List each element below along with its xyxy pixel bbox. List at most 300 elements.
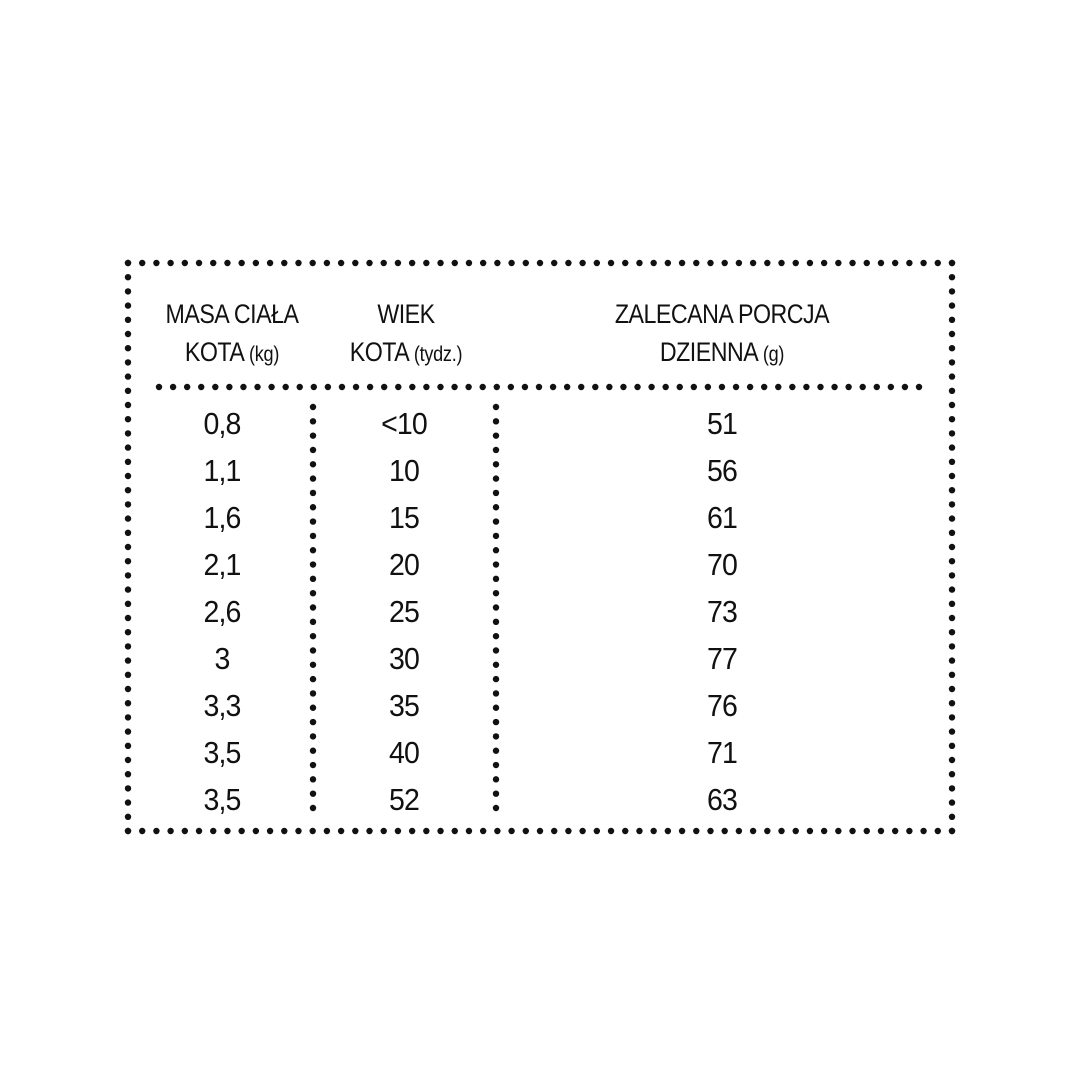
dot — [451, 384, 457, 390]
dot — [949, 558, 955, 564]
dot — [267, 828, 273, 834]
dot — [310, 475, 316, 481]
dot — [395, 828, 401, 834]
dot — [949, 544, 955, 550]
dot — [747, 384, 753, 390]
header-portion — [576, 295, 868, 374]
dot — [310, 662, 316, 668]
dot — [606, 384, 612, 390]
dot — [310, 633, 316, 639]
dot — [849, 260, 855, 266]
dot — [494, 828, 500, 834]
dot — [902, 384, 908, 390]
dot — [551, 828, 557, 834]
cell-portion: 76 — [707, 688, 737, 723]
dot — [679, 260, 685, 266]
dot — [324, 828, 330, 834]
dot — [750, 260, 756, 266]
dot — [210, 828, 216, 834]
dot — [892, 260, 898, 266]
dot — [817, 384, 823, 390]
dot — [493, 504, 499, 510]
dot — [493, 662, 499, 668]
dot — [125, 331, 131, 337]
dot — [949, 402, 955, 408]
dot — [565, 828, 571, 834]
dot — [493, 490, 499, 496]
dot — [493, 676, 499, 682]
dot — [906, 260, 912, 266]
cell-portion: 73 — [707, 594, 737, 629]
dot — [665, 828, 671, 834]
dot — [721, 260, 727, 266]
dot — [310, 733, 316, 739]
dot — [536, 384, 542, 390]
dot — [821, 260, 827, 266]
dot — [493, 447, 499, 453]
dot — [125, 757, 131, 763]
dot — [807, 828, 813, 834]
dot — [423, 828, 429, 834]
dot — [705, 384, 711, 390]
dot — [309, 828, 315, 834]
dot — [310, 647, 316, 653]
dot — [295, 260, 301, 266]
dot — [352, 260, 358, 266]
dot — [125, 317, 131, 323]
dot — [493, 619, 499, 625]
dot — [537, 260, 543, 266]
dot — [238, 828, 244, 834]
dot — [310, 461, 316, 467]
dot — [139, 260, 145, 266]
header-age — [330, 295, 481, 374]
dot — [949, 799, 955, 805]
dot — [949, 771, 955, 777]
frame-top-border — [125, 260, 955, 266]
dot — [551, 260, 557, 266]
dot — [310, 676, 316, 682]
dot — [523, 828, 529, 834]
dot — [310, 805, 316, 811]
cell-mass: 2,6 — [203, 594, 241, 629]
cell-age: <10 — [381, 406, 427, 441]
dot — [761, 384, 767, 390]
dot — [409, 828, 415, 834]
dot — [409, 260, 415, 266]
dot — [592, 384, 598, 390]
dot — [310, 719, 316, 725]
dot — [125, 274, 131, 280]
header-age-unit: (tydz.) — [413, 343, 463, 366]
dot — [125, 487, 131, 493]
dot — [793, 260, 799, 266]
dot — [693, 828, 699, 834]
cell-age: 52 — [389, 782, 419, 817]
dot — [338, 260, 344, 266]
dot — [493, 533, 499, 539]
dot — [125, 643, 131, 649]
cell-portion: 51 — [707, 406, 737, 441]
dot — [125, 501, 131, 507]
dot — [493, 561, 499, 567]
dot — [508, 260, 514, 266]
dot — [125, 473, 131, 479]
dot — [325, 384, 331, 390]
dot — [719, 384, 725, 390]
dot — [949, 686, 955, 692]
dot — [310, 518, 316, 524]
dot — [949, 814, 955, 820]
cell-mass: 3 — [214, 641, 230, 676]
dot — [493, 790, 499, 796]
dot — [311, 384, 317, 390]
dot — [679, 828, 685, 834]
dot — [949, 643, 955, 649]
dot — [310, 404, 316, 410]
dot — [949, 601, 955, 607]
cell-mass: 1,6 — [203, 500, 241, 535]
dot — [949, 373, 955, 379]
dot — [523, 260, 529, 266]
dot — [395, 384, 401, 390]
dot — [634, 384, 640, 390]
dot — [310, 490, 316, 496]
dot — [892, 828, 898, 834]
dot — [125, 288, 131, 294]
dot — [878, 260, 884, 266]
dot — [778, 260, 784, 266]
dot — [295, 828, 301, 834]
dot — [125, 459, 131, 465]
dot — [493, 705, 499, 711]
dot — [508, 828, 514, 834]
header-portion-line2: DZIENNA — [659, 337, 757, 367]
dot — [310, 576, 316, 582]
dot — [196, 828, 202, 834]
frame-left-border — [125, 260, 131, 834]
column-portion — [668, 400, 776, 823]
dot — [579, 828, 585, 834]
dot — [949, 714, 955, 720]
dot — [466, 260, 472, 266]
dot — [608, 260, 614, 266]
dot — [310, 432, 316, 438]
dot — [309, 260, 315, 266]
dot — [310, 690, 316, 696]
dot — [835, 828, 841, 834]
dot — [789, 384, 795, 390]
frame-right-border — [949, 260, 955, 834]
dot — [803, 384, 809, 390]
dot — [949, 288, 955, 294]
dot — [125, 615, 131, 621]
dot — [156, 384, 162, 390]
dot — [622, 828, 628, 834]
dot — [153, 828, 159, 834]
dot — [493, 762, 499, 768]
dot — [125, 728, 131, 734]
dot — [935, 828, 941, 834]
cell-age: 15 — [389, 500, 419, 535]
dot — [338, 828, 344, 834]
dot — [437, 260, 443, 266]
cell-mass: 0,8 — [203, 406, 241, 441]
dot — [125, 530, 131, 536]
cell-age: 25 — [389, 594, 419, 629]
dot — [310, 447, 316, 453]
dot — [493, 418, 499, 424]
dot — [916, 384, 922, 390]
dot — [480, 828, 486, 834]
dot — [707, 828, 713, 834]
dot — [949, 317, 955, 323]
dot — [579, 260, 585, 266]
dot — [353, 384, 359, 390]
cell-age: 20 — [389, 547, 419, 582]
dot — [125, 572, 131, 578]
dot — [297, 384, 303, 390]
dot — [662, 384, 668, 390]
dot — [494, 260, 500, 266]
dot — [949, 459, 955, 465]
dot — [125, 260, 131, 266]
frame-bottom-border — [125, 828, 955, 834]
dot — [125, 629, 131, 635]
dot — [888, 384, 894, 390]
cell-age: 10 — [389, 453, 419, 488]
dot — [437, 384, 443, 390]
dot — [920, 260, 926, 266]
dot — [267, 260, 273, 266]
dot — [949, 728, 955, 734]
dot — [381, 260, 387, 266]
dot — [493, 690, 499, 696]
dot — [253, 260, 259, 266]
dot — [352, 828, 358, 834]
dot — [949, 530, 955, 536]
dot — [864, 260, 870, 266]
cell-age: 40 — [389, 735, 419, 770]
cell-portion: 61 — [707, 500, 737, 535]
dot — [125, 388, 131, 394]
dot — [864, 828, 870, 834]
dot — [493, 576, 499, 582]
dot — [750, 828, 756, 834]
dot — [125, 444, 131, 450]
dot — [125, 785, 131, 791]
dot — [125, 657, 131, 663]
dot — [493, 461, 499, 467]
dot — [125, 586, 131, 592]
dot — [170, 384, 176, 390]
dot — [254, 384, 260, 390]
dot — [282, 384, 288, 390]
dot — [807, 260, 813, 266]
dot — [949, 430, 955, 436]
dot — [493, 633, 499, 639]
dot — [310, 590, 316, 596]
dot — [452, 260, 458, 266]
dot — [578, 384, 584, 390]
cell-mass: 2,1 — [203, 547, 241, 582]
cell-mass: 3,3 — [203, 688, 241, 723]
dot — [949, 700, 955, 706]
dot — [949, 501, 955, 507]
header-portion-line1: ZALECANA PORCJA — [614, 299, 830, 329]
dot — [920, 828, 926, 834]
dot — [310, 418, 316, 424]
dot — [693, 260, 699, 266]
dot — [831, 384, 837, 390]
dot — [465, 384, 471, 390]
header-age-line2: KOTA — [349, 337, 408, 367]
dot — [949, 515, 955, 521]
dot — [125, 430, 131, 436]
dot — [310, 776, 316, 782]
dot — [167, 260, 173, 266]
dot — [736, 260, 742, 266]
dot — [949, 345, 955, 351]
dot — [125, 828, 131, 834]
dot — [125, 373, 131, 379]
header-mass-line1: MASA CIAŁA — [165, 299, 299, 329]
dot — [650, 828, 656, 834]
dot — [125, 359, 131, 365]
dot — [721, 828, 727, 834]
dot — [125, 601, 131, 607]
dot — [493, 647, 499, 653]
cell-age: 30 — [389, 641, 419, 676]
dot — [224, 828, 230, 834]
dot — [949, 572, 955, 578]
dot — [564, 384, 570, 390]
dot — [238, 260, 244, 266]
dot — [253, 828, 259, 834]
dot — [339, 384, 345, 390]
dot — [949, 629, 955, 635]
dot — [493, 432, 499, 438]
dot — [550, 384, 556, 390]
dot — [423, 260, 429, 266]
dot — [240, 384, 246, 390]
dot — [949, 473, 955, 479]
dot — [949, 274, 955, 280]
dot — [622, 260, 628, 266]
dot — [281, 828, 287, 834]
header-mass-line2: KOTA — [184, 337, 244, 367]
dot — [125, 544, 131, 550]
dot — [860, 384, 866, 390]
dot — [849, 828, 855, 834]
dot — [310, 748, 316, 754]
dot — [381, 828, 387, 834]
dot — [125, 416, 131, 422]
dot — [493, 590, 499, 596]
dot — [493, 547, 499, 553]
dot — [310, 705, 316, 711]
dot — [153, 260, 159, 266]
dot — [310, 533, 316, 539]
dot — [493, 748, 499, 754]
dot — [949, 260, 955, 266]
dot — [167, 828, 173, 834]
dot — [198, 384, 204, 390]
dot — [736, 828, 742, 834]
dot — [366, 260, 372, 266]
dot — [493, 604, 499, 610]
dot — [125, 771, 131, 777]
dot — [139, 828, 145, 834]
dot — [184, 384, 190, 390]
dot — [210, 260, 216, 266]
dot — [949, 331, 955, 337]
dot — [125, 515, 131, 521]
cell-portion: 70 — [707, 547, 737, 582]
dot — [182, 828, 188, 834]
dot — [764, 260, 770, 266]
dot — [878, 828, 884, 834]
dot — [522, 384, 528, 390]
dot — [949, 828, 955, 834]
dot — [845, 384, 851, 390]
dot — [310, 504, 316, 510]
dot — [594, 828, 600, 834]
dot — [493, 719, 499, 725]
dot — [594, 260, 600, 266]
cell-portion: 56 — [707, 453, 737, 488]
dot — [125, 799, 131, 805]
dot — [125, 743, 131, 749]
dot — [310, 547, 316, 553]
dot — [310, 604, 316, 610]
header-mass-unit: (kg) — [249, 343, 280, 366]
dot — [508, 384, 514, 390]
dot — [949, 388, 955, 394]
dot — [125, 814, 131, 820]
dot — [707, 260, 713, 266]
dot — [224, 260, 230, 266]
dot — [949, 416, 955, 422]
dot — [493, 733, 499, 739]
dot — [381, 384, 387, 390]
dot — [125, 345, 131, 351]
dot — [949, 743, 955, 749]
dot — [949, 757, 955, 763]
dot — [310, 561, 316, 567]
header-portion-unit: (g) — [762, 343, 785, 366]
dot — [778, 828, 784, 834]
header-mass — [143, 295, 322, 374]
dot — [949, 615, 955, 621]
dot — [494, 384, 500, 390]
cell-mass: 3,5 — [203, 782, 241, 817]
cell-mass: 3,5 — [203, 735, 241, 770]
dot — [423, 384, 429, 390]
dot — [636, 260, 642, 266]
dot — [835, 260, 841, 266]
dot — [125, 686, 131, 692]
column-separator-2 — [493, 404, 499, 811]
dot — [874, 384, 880, 390]
dot — [310, 762, 316, 768]
dot — [324, 260, 330, 266]
dot — [493, 404, 499, 410]
dot — [691, 384, 697, 390]
dot — [949, 359, 955, 365]
dot — [949, 586, 955, 592]
dot — [437, 828, 443, 834]
